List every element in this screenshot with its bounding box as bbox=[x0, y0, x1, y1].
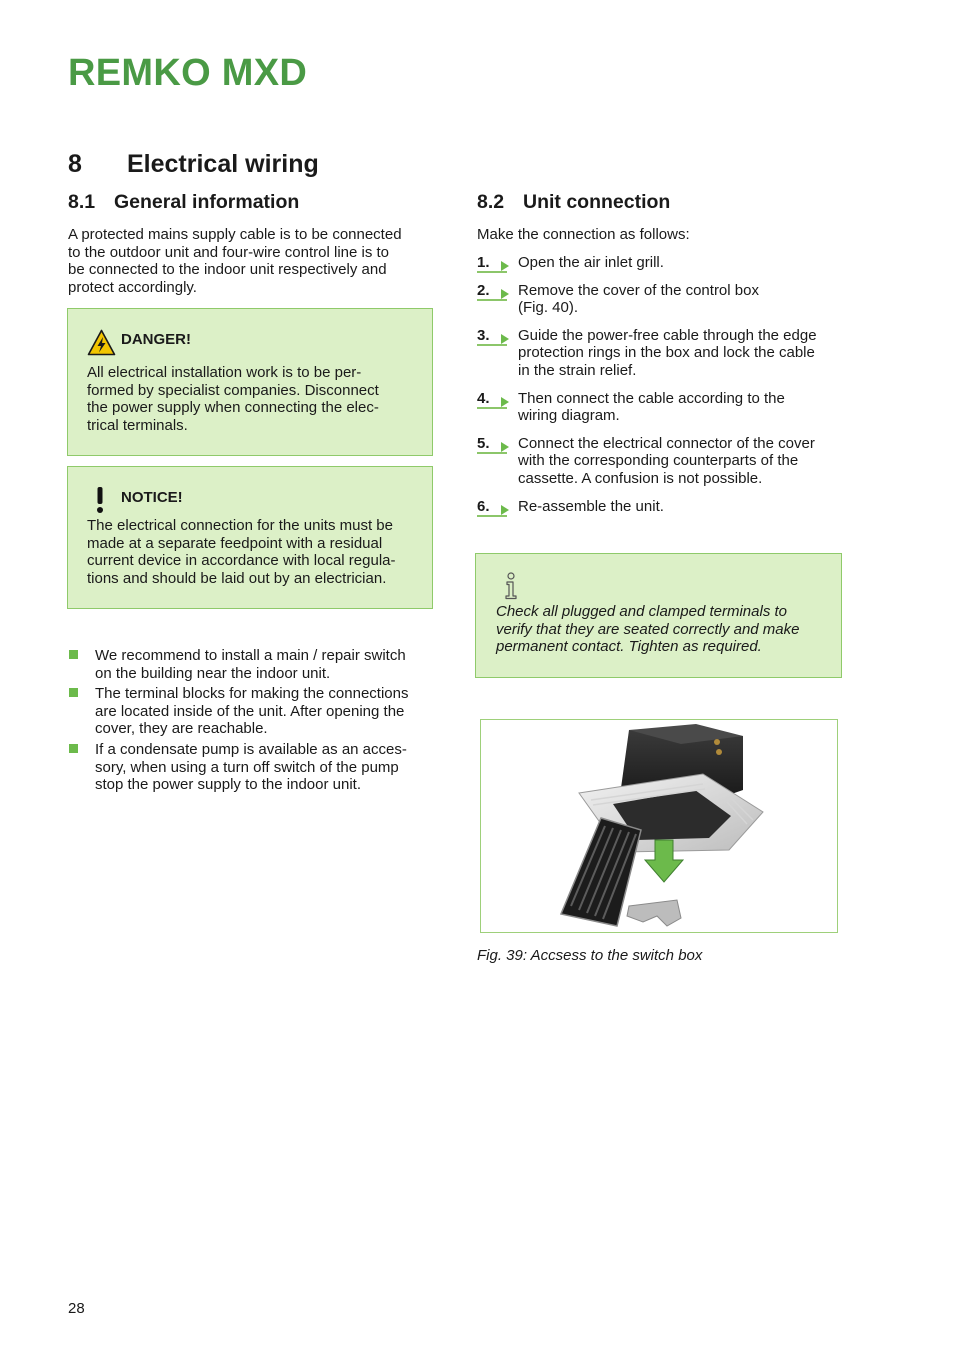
step-arrow-icon bbox=[501, 505, 509, 515]
text-line: trical terminals. bbox=[87, 416, 188, 434]
step-arrow-icon bbox=[501, 397, 509, 407]
chapter-heading bbox=[68, 150, 319, 179]
text-line: current device in accordance with local regula- bbox=[87, 552, 396, 570]
text-line: permanent contact. Tighten as required. bbox=[496, 638, 762, 656]
text-line: in the strain relief. bbox=[518, 361, 637, 379]
cassette-unit-illustration bbox=[481, 720, 837, 932]
info-box bbox=[475, 553, 842, 678]
brand-title: REMKO MXD bbox=[68, 52, 308, 94]
text-line: on the building near the indoor unit. bbox=[95, 664, 331, 682]
notice-title: NOTICE! bbox=[121, 489, 183, 506]
list-item bbox=[477, 390, 847, 425]
list-item bbox=[68, 647, 434, 682]
step-number: 5. bbox=[477, 434, 490, 452]
step-list bbox=[477, 254, 847, 515]
text-line: All electrical installation work is to be per- bbox=[87, 364, 362, 381]
figure-frame bbox=[480, 719, 838, 933]
step-underline bbox=[477, 344, 507, 346]
recommendation-list bbox=[68, 647, 434, 797]
bullet-square-icon bbox=[69, 744, 78, 753]
general-intro bbox=[68, 226, 434, 296]
text-line: Guide the power-free cable through the edge bbox=[518, 326, 817, 344]
text-line: formed by specialist companies. Disconnect bbox=[87, 381, 379, 399]
danger-text bbox=[87, 364, 422, 434]
list-item bbox=[477, 498, 847, 516]
bullet-square-icon bbox=[69, 650, 78, 659]
text-line: cover, they are reachable. bbox=[95, 720, 268, 738]
text-line: cassette. A confusion is not possible. bbox=[518, 469, 763, 487]
step-underline bbox=[477, 452, 507, 454]
text-line: made at a separate feedpoint with a residual bbox=[87, 534, 383, 552]
notice-box bbox=[67, 466, 433, 609]
danger-title: DANGER! bbox=[121, 331, 191, 348]
bullet-square-icon bbox=[69, 688, 78, 697]
step-underline bbox=[477, 299, 507, 301]
text-line: are located inside of the unit. After opening the bbox=[95, 702, 405, 720]
step-number: 4. bbox=[477, 389, 490, 407]
page-number: 28 bbox=[68, 1300, 85, 1317]
text-line: (Fig. 40). bbox=[518, 299, 579, 317]
info-icon bbox=[502, 572, 520, 600]
danger-box bbox=[67, 308, 433, 456]
section-number: 8.1 bbox=[68, 191, 96, 213]
list-item bbox=[477, 435, 847, 488]
text-line: sory, when using a turn off switch of the pump bbox=[95, 758, 399, 776]
info-text bbox=[496, 603, 836, 656]
section-heading-general bbox=[68, 191, 299, 214]
figure-caption: Fig. 39: Accsess to the switch box bbox=[477, 947, 703, 964]
electrical-hazard-warning-icon bbox=[87, 329, 116, 356]
text-line: protection rings in the box and lock the cable bbox=[518, 344, 815, 362]
list-item bbox=[68, 741, 434, 794]
step-arrow-icon bbox=[501, 334, 509, 344]
text-line: Then connect the cable according to the bbox=[518, 389, 785, 407]
section-number: 8.2 bbox=[477, 191, 505, 213]
step-underline bbox=[477, 407, 507, 409]
step-number: 2. bbox=[477, 281, 490, 299]
text-line: If a condensate pump is available as an acces- bbox=[95, 740, 407, 758]
notice-text bbox=[87, 517, 427, 587]
unit-connection-intro: Make the connection as follows: bbox=[477, 226, 690, 243]
section-heading-unit-connection bbox=[477, 191, 670, 214]
text-line: stop the power supply to the indoor unit. bbox=[95, 776, 362, 794]
text-line: Check all plugged and clamped terminals to bbox=[496, 603, 787, 620]
text-line: the power supply when connecting the elec- bbox=[87, 399, 379, 417]
step-number: 3. bbox=[477, 326, 490, 344]
step-underline bbox=[477, 271, 507, 273]
list-item bbox=[477, 327, 847, 380]
step-number: 6. bbox=[477, 497, 490, 515]
text-line: verify that they are seated correctly and make bbox=[496, 620, 800, 638]
text-line: The electrical connection for the units must be bbox=[87, 517, 393, 534]
text-line: The terminal blocks for making the connections bbox=[95, 685, 409, 703]
section-title: General information bbox=[114, 191, 300, 213]
list-item bbox=[477, 254, 847, 272]
text-line: Re-assemble the unit. bbox=[518, 497, 664, 515]
text-line: to the outdoor unit and four-wire control line is to bbox=[68, 243, 390, 261]
chapter-number: 8 bbox=[68, 150, 82, 178]
text-line: Open the air inlet grill. bbox=[518, 254, 664, 271]
step-arrow-icon bbox=[501, 442, 509, 452]
list-item bbox=[477, 282, 847, 317]
list-item bbox=[68, 685, 434, 738]
text-line: be connected to the indoor unit respectively and bbox=[68, 261, 387, 279]
section-title: Unit connection bbox=[523, 191, 671, 213]
text-line: We recommend to install a main / repair switch bbox=[95, 647, 406, 664]
text-line: tions and should be laid out by an electrician. bbox=[87, 569, 387, 587]
step-arrow-icon bbox=[501, 289, 509, 299]
text-line: Remove the cover of the control box bbox=[518, 281, 759, 299]
step-underline bbox=[477, 515, 507, 517]
text-line: with the corresponding counterparts of the bbox=[518, 452, 799, 470]
exclamation-icon bbox=[95, 486, 105, 514]
text-line: wiring diagram. bbox=[518, 407, 620, 425]
text-line: A protected mains supply cable is to be connected bbox=[68, 226, 402, 243]
step-arrow-icon bbox=[501, 261, 509, 271]
text-line: Connect the electrical connector of the cover bbox=[518, 434, 815, 452]
text-line: protect accordingly. bbox=[68, 278, 197, 296]
chapter-title: Electrical wiring bbox=[127, 150, 319, 178]
step-number: 1. bbox=[477, 254, 490, 271]
